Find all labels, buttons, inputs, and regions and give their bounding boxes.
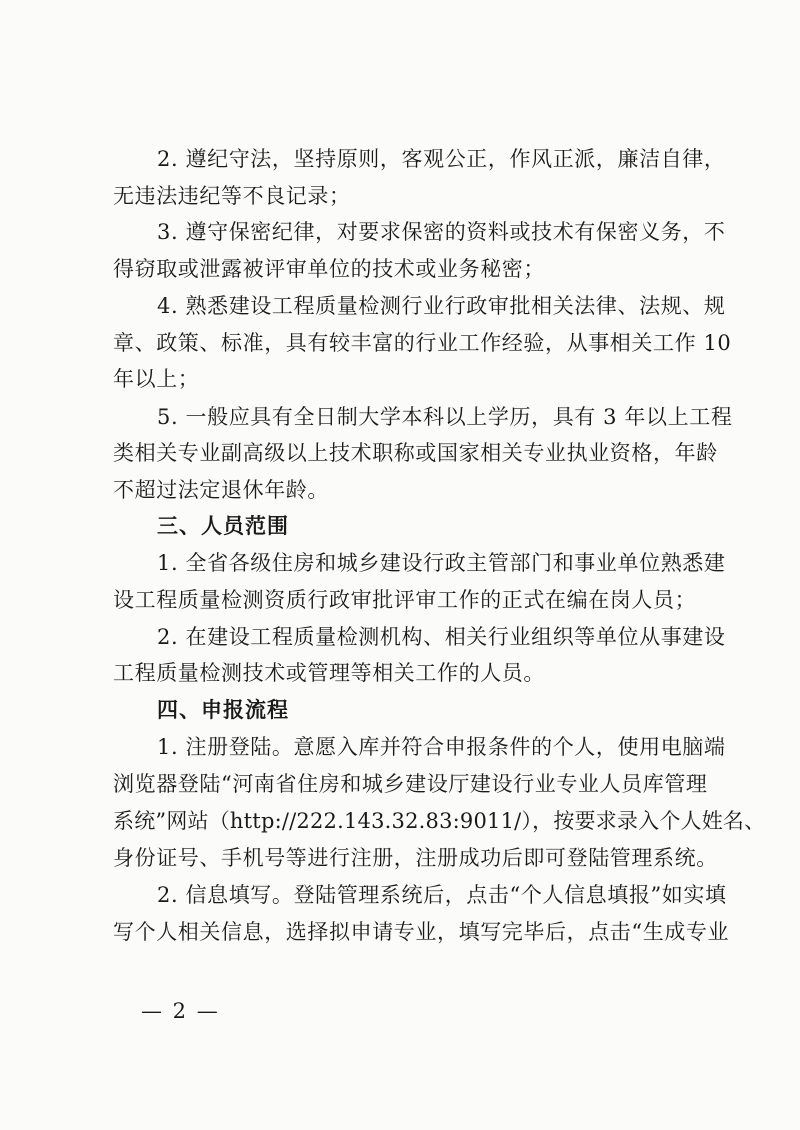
item-5-line-3: 不超过法定退休年龄。 [113,478,329,502]
section-4-item-2-line-1: 2. 信息填写。登陆管理系统后，点击“个人信息填报”如实填 [157,883,727,907]
section-4-item-1-line-2: 浏览器登陆“河南省住房和城乡建设厅建设行业专业人员库管理 [113,772,708,796]
page-number: — 2 — [141,999,220,1023]
item-4-line-3: 年以上； [113,367,200,391]
section-4-item-1-line-4: 身份证号、手机号等进行注册，注册成功后即可登陆管理系统。 [113,846,718,870]
item-3-line-1: 3. 遵守保密纪律，对要求保密的资料或技术有保密义务，不 [157,220,726,244]
item-2-line-1: 2. 遵纪守法，坚持原则，客观公正，作风正派，廉洁自律， [157,147,726,171]
item-2-line-2: 无违法违纪等不良记录； [113,184,351,208]
item-4-line-2: 章、政策、标准，具有较丰富的行业工作经验，从事相关工作 10 [113,331,732,355]
section-3-item-1-line-1: 1. 全省各级住房和城乡建设行政主管部门和事业单位熟悉建 [157,551,726,575]
item-4-line-1: 4. 熟悉建设工程质量检测行业行政审批相关法律、法规、规 [157,294,726,318]
section-4-item-1-line-3: 系统”网站（http://222.143.32.83:9011/），按要求录入个人姓名、 [113,809,766,833]
item-5-line-1: 5. 一般应具有全日制大学本科以上学历，具有 3 年以上工程 [157,405,733,429]
section-3-heading: 三、人员范围 [157,514,289,538]
item-3-line-2: 得窃取或泄露被评审单位的技术或业务秘密； [113,257,545,281]
section-3-item-1-line-2: 设工程质量检测资质行政审批评审工作的正式在编在岗人员； [113,588,697,612]
section-4-item-2-line-2: 写个人相关信息，选择拟申请专业，填写完毕后，点击“生成专业 [113,920,730,944]
section-3-item-2-line-1: 2. 在建设工程质量检测机构、相关行业组织等单位从事建设 [157,625,726,649]
section-4-item-1-line-1: 1. 注册登陆。意愿入库并符合申报条件的个人，使用电脑端 [157,735,726,759]
item-5-line-2: 类相关专业副高级以上技术职称或国家相关专业执业资格，年龄 [113,441,718,465]
section-3-item-2-line-2: 工程质量检测技术或管理等相关工作的人员。 [113,661,545,685]
section-4-heading: 四、申报流程 [157,698,289,722]
